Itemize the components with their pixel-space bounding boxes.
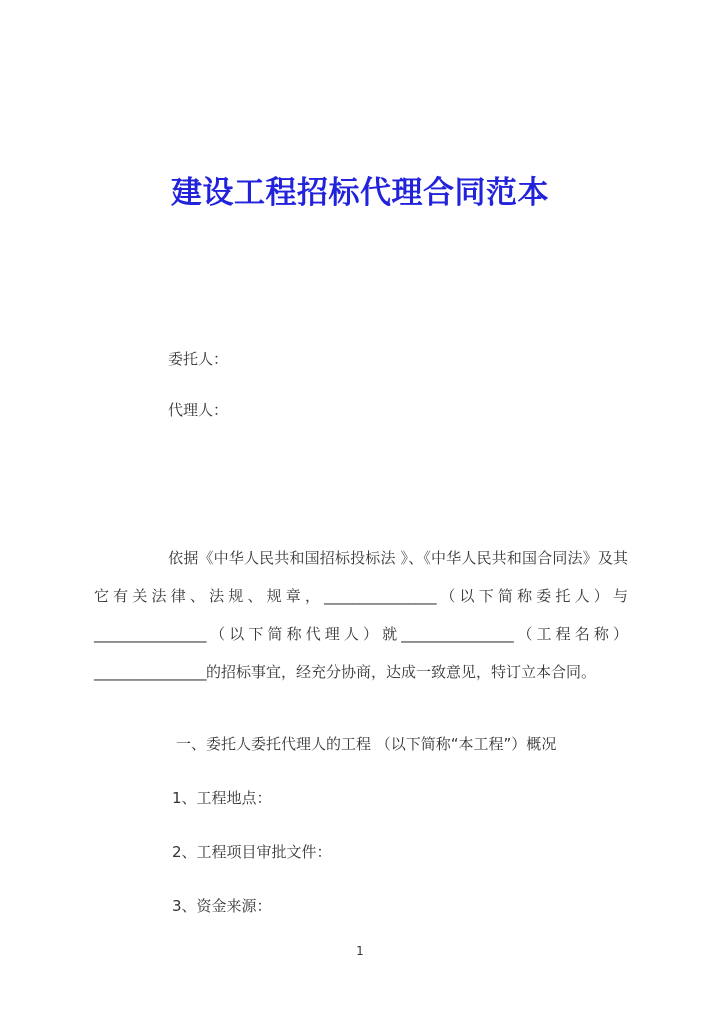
party-agent-label: 代理人：: [168, 401, 229, 419]
blank-field-entrusting-party: ________________: [324, 587, 437, 605]
sub-item-project-approval-document: 2、工程项目审批文件：: [172, 843, 332, 861]
recital-text-1: 依据《中华人民共和国招标投标法 》、《中华人民共和国合同法》及其它有关法律、法规、规章，: [94, 549, 628, 605]
recital-text-3: （以下简称代理人）就: [206, 625, 402, 643]
parties-block: [94, 348, 626, 450]
page-title: 建设工程招标代理合同范本: [171, 174, 549, 211]
recital-text-4: （工程名称）: [513, 625, 628, 643]
blank-field-project-detail: ________________: [94, 663, 206, 681]
section-heading-one: 一、委托人委托代理人的工程 （以下简称“本工程”）概况: [176, 735, 557, 753]
sub-item-project-location: 1、工程地点：: [172, 789, 272, 807]
recital-text-5: 的招标事宜，经充分协商，达成一致意见，特订立本合同。: [206, 663, 597, 681]
sections-block: [94, 733, 628, 949]
page-number: 1: [356, 944, 364, 958]
sub-item-funding-source: 3、资金来源：: [172, 897, 272, 915]
recital-text-2: （以下简称委托人）与: [436, 587, 628, 605]
recital-paragraph: [94, 539, 628, 691]
blank-field-agent-party: ________________: [94, 625, 206, 643]
party-entrusting-label: 委托人：: [168, 350, 229, 368]
blank-field-project-name: ________________: [401, 625, 514, 643]
